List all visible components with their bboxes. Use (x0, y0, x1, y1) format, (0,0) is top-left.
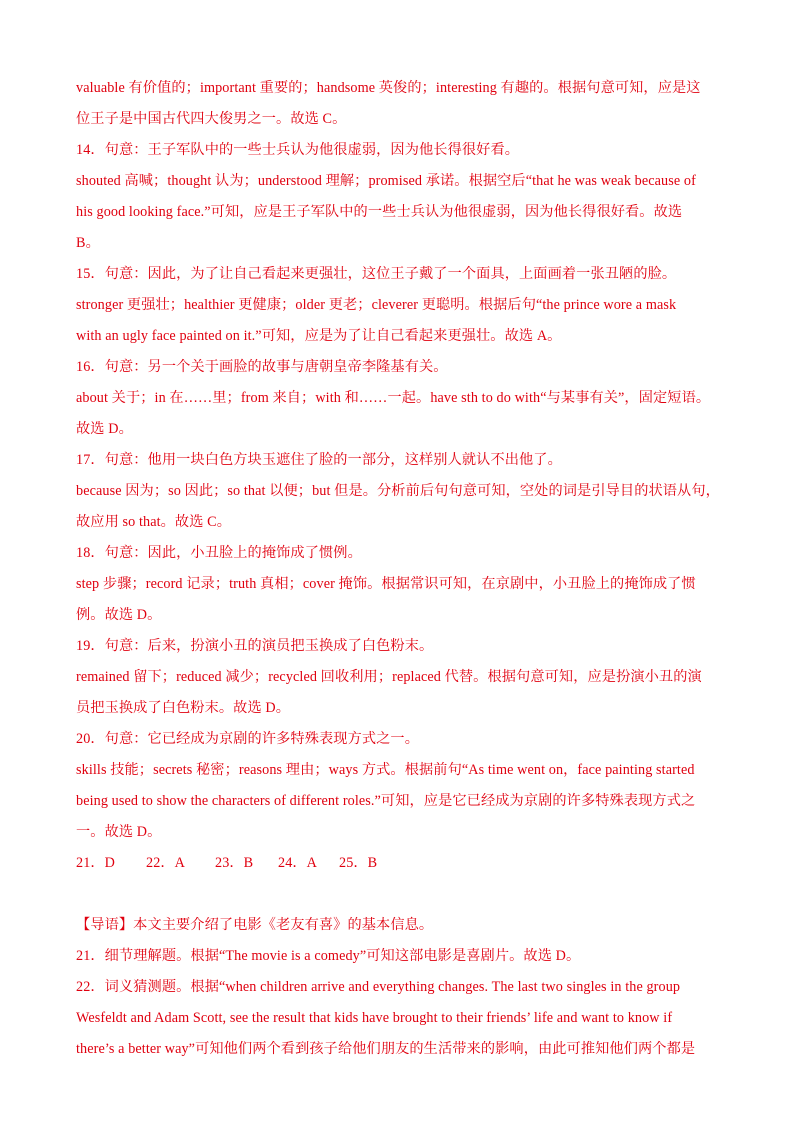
answer-24: 24．A (278, 855, 318, 871)
answer-22: 22．A (146, 855, 186, 871)
text-line: B。 (76, 235, 100, 251)
text-line: 例。故选 D。 (76, 607, 162, 623)
text-line: remained 留下；reduced 减少；recycled 回收利用；replaced 代替。根据句意可知，应是扮演小丑的演 (76, 669, 702, 685)
text-line: step 步骤；record 记录；truth 真相；cover 掩饰。根据常识可知，在京剧中，小丑脸上的掩饰成了惯 (76, 576, 696, 592)
text-line: because 因为；so 因此；so that 以便；but 但是。分析前后句句意可知，空处的词是引导目的状语从句， (76, 483, 720, 499)
intro-line: 【导语】本文主要介绍了电影《老友有喜》的基本信息。 (76, 917, 434, 933)
question-17-heading: 17．句意：他用一块白色方块玉遮住了脸的一部分，这样别人就认不出他了。 (76, 452, 562, 468)
text-line: 员把玉换成了白色粉末。故选 D。 (76, 700, 291, 716)
question-19-heading: 19．句意：后来，扮演小丑的演员把玉换成了白色粉末。 (76, 638, 434, 654)
question-14-heading: 14．句意：王子军队中的一些士兵认为他很虚弱，因为他长得很好看。 (76, 142, 520, 158)
text-line: Wesfeldt and Adam Scott, see the result that kids have brought to their friends’ life and want to know if (76, 1010, 673, 1026)
answer-key-row (76, 848, 726, 879)
text-line: with an ugly face painted on it.”可知，应是为了让自己看起来更强壮。故选 A。 (76, 328, 562, 344)
answer-explanation-page (76, 73, 726, 1065)
text-line: shouted 高喊；thought 认为；understood 理解；promised 承诺。根据空后“that he was weak because of (76, 173, 696, 189)
question-20-heading: 20．句意：它已经成为京剧的许多特殊表现方式之一。 (76, 731, 420, 747)
text-line: there’s a better way”可知他们两个看到孩子给他们朋友的生活带来的影响，由此可推知他们两个都是 (76, 1041, 696, 1057)
question-22-explanation: 22．词义猜测题。根据“when children arrive and everything changes. The last two singles in the group (76, 979, 681, 995)
answer-25: 25．B (339, 855, 378, 871)
question-16-heading: 16．句意：另一个关于画脸的故事与唐朝皇帝李隆基有关。 (76, 359, 448, 375)
question-21-explanation: 21．细节理解题。根据“The movie is a comedy”可知这部电影是喜剧片。故选 D。 (76, 948, 581, 964)
answer-21: 21．D (76, 855, 116, 871)
text-line: valuable 有价值的；important 重要的；handsome 英俊的；interesting 有趣的。根据句意可知，应是这 (76, 80, 701, 96)
text-line: being used to show the characters of different roles.”可知，应是它已经成为京剧的许多特殊表现方式之 (76, 793, 696, 809)
text-line: stronger 更强壮；healthier 更健康；older 更老；cleverer 更聪明。根据后句“the prince wore a mask (76, 297, 677, 313)
question-18-heading: 18．句意：因此，小丑脸上的掩饰成了惯例。 (76, 545, 362, 561)
text-line: his good looking face.”可知，应是王子军队中的一些士兵认为他很虚弱，因为他长得很好看。故选 (76, 204, 683, 220)
text-line: 故应用 so that。故选 C。 (76, 514, 232, 530)
text-line: skills 技能；secrets 秘密；reasons 理由；ways 方式。根据前句“As time went on，face painting started (76, 762, 695, 778)
text-line: 故选 D。 (76, 421, 133, 437)
text-line: about 关于；in 在……里；from 来自；with 和……一起。have sth to do with“与某事有关”，固定短语。 (76, 390, 711, 406)
answer-23: 23．B (215, 855, 254, 871)
text-line: 位王子是中国古代四大俊男之一。故选 C。 (76, 111, 347, 127)
question-15-heading: 15．句意：因此，为了让自己看起来更强壮，这位王子戴了一个面具，上面画着一张丑陋的脸。 (76, 266, 677, 282)
text-line: 一。故选 D。 (76, 824, 162, 840)
paragraph-gap (76, 879, 726, 910)
